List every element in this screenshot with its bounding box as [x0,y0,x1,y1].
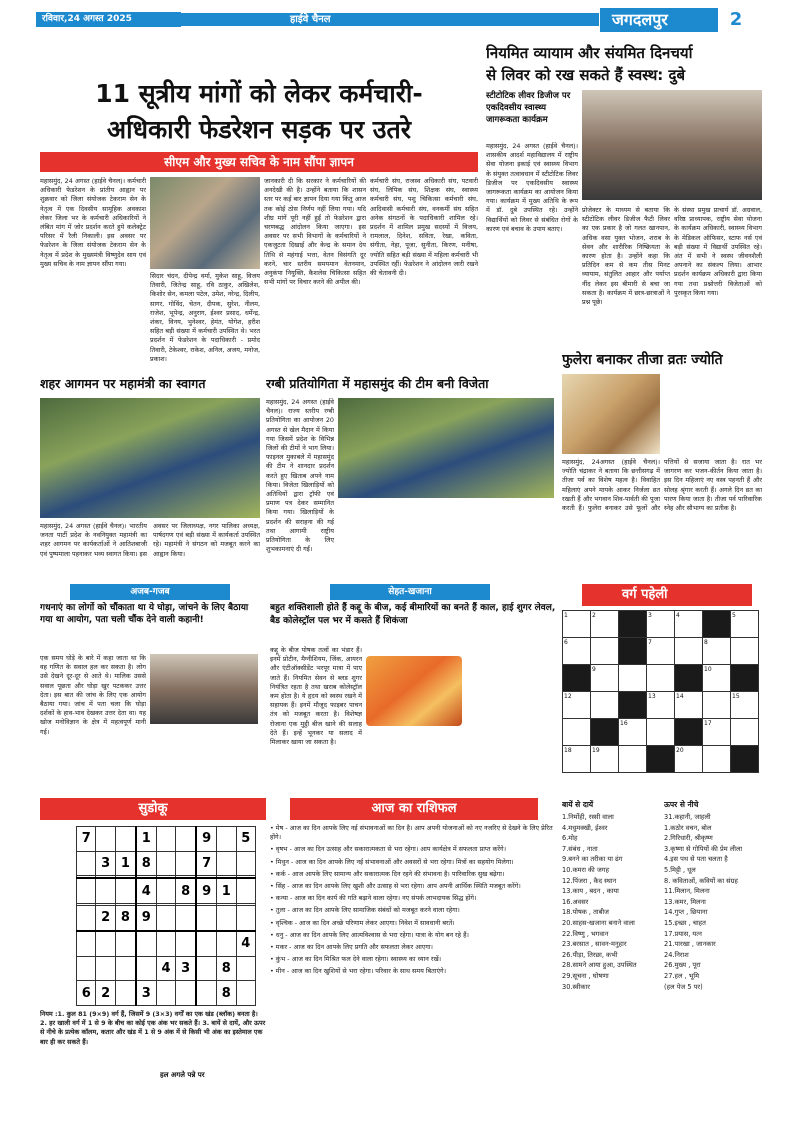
sudoku-cell[interactable] [176,931,196,956]
down-clue: 3.कृष्णा से गोपियों की प्रेम लीला [664,844,743,853]
sudoku-box [40,798,266,1088]
sudoku-cell[interactable] [236,851,256,876]
sports-photo [338,398,554,498]
sudoku-cell[interactable]: 7 [196,851,216,876]
health-col-2: प्रोजेक्टर के माध्यम से बताया कि स्टीटोटिक लीवर डिजीज फैटी लिवर का एक प्रकार है जो गलत खानपान, अधिक वसा युक्त भोजन, शराब के सेवन और शारीरिक निष्क्रियता के कारण होता है। उन्होंने कहा कि प्रतिदिन कम से कम तीस मिनट व्यायाम, संतुलित आहार और पर्याप्त नींद लेकर इस बीमारी से बचा जा सकता है। कार्यक्रम में छात्र-छात्राओं ने प्रश्न पूछे। [582,206,670,307]
sudoku-cell[interactable]: 9 [136,905,156,930]
horoscope-item: • सिंह - आज का दिन आपके लिए खुशी और उत्साह से भरा रहेगा। आप अपनी आर्थिक स्थिति मजबूत करेंगे। [270,882,521,891]
across-clue: 20.साहस-खजाना बनाने वाला [562,918,635,927]
sudoku-cell[interactable] [156,878,175,903]
sudoku-note: हल अगले पन्ने पर [160,1071,205,1079]
horoscope-title: आज का राशिफल [290,798,538,820]
sudoku-title: सुडोकू [40,798,266,820]
sudoku-cell[interactable] [236,981,256,1006]
odd-news [40,584,260,794]
horoscope-box [270,798,558,1088]
teej-photo [562,374,660,454]
health2-headline: बहुत शक्तिशाली होते हैं कद्दू के बीज, कई बीमारियों का बनते हैं काल, हाई शुगर लेवल, बैड कोलेस्ट्रॉल पल भर में कसते हैं शिकंजा [270,603,556,626]
sudoku-cell[interactable] [217,931,236,956]
welcome-story [40,374,260,582]
sudoku-grid[interactable] [76,826,256,1006]
teej-story [562,348,762,580]
sudoku-cell[interactable] [176,827,196,852]
odd-text: एक समय घोड़े के बारे में कहा जाता था कि वह गणित के सवाल हल कर सकता है। लोग उसे देखने दूर-दूर से आते थे। मालिक उससे सवाल पूछता और घोड़ा खुर पटककर उत्तर देता। इस बात की जांच के लिए एक आयोग बैठाया गया। जांच में पता चला कि घोड़ा दर्शकों के हाव-भाव देखकर उत्तर देता था। यह खोज मनोविज्ञान के क्षेत्र में महत्वपूर्ण मानी गई। [40,654,146,736]
odd-label: अजब-गजब [70,584,230,600]
sudoku-cell[interactable]: 1 [136,827,156,852]
sports-story [266,374,554,582]
across-clue: 13.काय , बदन , काया [562,887,619,896]
masthead-brand: हाईवे चैनल [290,14,331,25]
down-clue: 14.गुप्त , छिपाना [664,908,708,917]
horoscope-item: • वृश्चिक - आज का दिन अच्छे परिणाम लेकर आएगा। निवेश में सावधानी बरतें। [270,918,455,927]
health-headline-1: नियमित व्यायाम और संयमित दिनचर्या [486,44,693,62]
down-clue: 13.कमर, मिलना [664,897,706,906]
health-photo [582,90,762,200]
across-clue: 4.मधुमक्खी, ईश्वर [562,823,608,832]
sudoku-cell[interactable] [115,827,135,852]
sudoku-cell[interactable] [156,905,175,930]
sudoku-cell[interactable] [196,981,216,1006]
down-clue: 8. कविताओं, कवियों का संग्रह [664,876,738,885]
masthead-city: जगदलपुर [600,8,718,32]
down-clue: 26.मुख्य , पूरा [664,961,701,970]
down-clue: 11.मिलान, मिलना [664,887,710,896]
health2-photo [366,656,462,726]
health-col-3: के संस्था प्रमुख प्राचार्य डॉ. अग्रवाल, वरिष्ठ प्राध्यापक, राष्ट्रीय सेवा योजना के कार्यक्रम अधिकारी, स्वास्थ्य विभाग के मेडिकल ऑफिसर, स्टाफ नर्स एवं बड़ी संख्या में विद्यार्थी उपस्थित रहे। अंत में सभी ने स्वस्थ जीवनशैली अपनाने का संकल्प लिया। आभार प्रदर्शन कार्यक्रम अधिकारी द्वारा किया गया तथा प्रश्नोत्तरी विजेताओं को पुरस्कृत किया गया। [674,206,762,297]
sudoku-cell[interactable]: 9 [196,827,216,852]
down-clue: 27.हल , भूमि [664,971,700,980]
down-clue: 1.कठोर वचन, बोल [664,823,712,832]
crossword-grid[interactable]: 1 2 3 4 5 6 7 8 9 10 12 13 14 15 16 17 18 19 20 [562,610,759,773]
across-clue: 29.सूचना , घोषणा [562,971,609,980]
down-clue: (हल पेज 5 पर) [664,982,703,991]
sudoku-cell[interactable] [217,905,236,930]
health-headline-2: से लिवर को रख सकते हैं स्वस्थ: दुबे [486,66,686,84]
across-title: बायें से दायें [562,800,594,809]
sudoku-cell[interactable]: 2 [96,905,115,930]
sudoku-cell[interactable] [96,878,115,903]
down-clue: 17.प्रयास, यत्न [664,929,702,938]
sudoku-cell[interactable] [77,878,96,903]
masthead [0,0,800,32]
odd-headline: गधनाएं का लोगों को चौंकाता था ये घोड़ा, जांचने के लिए बैठाया गया था आयोग, पता चली चौंक देने वाली कहानी! [40,603,249,625]
sudoku-cell[interactable] [176,981,196,1006]
horoscope-item: • कन्या - आज का दिन कार्य की गति बढ़ाने वाला रहेगा। नए संपर्क लाभदायक सिद्ध होंगे। [270,894,477,903]
sudoku-cell[interactable] [236,956,256,981]
horoscope-list [270,824,558,1088]
lead-col-1: महासमुंद, 24 अगस्त (हाईवे चैनल)। कर्मचारी अधिकारी फेडरेशन के प्रांतीय आह्वान पर शुक्रवार को जिला संयोजक टेकराम सेन के नेतृत्व में एक दिवसीय सामूहिक अवकाश लेकर जिला भर के कर्मचारी अधिकारियों ने लंबित मांग में जोर प्रदर्शन करते हुये कलेक्ट्रेट परिसर में रैली निकाली। इस अवसर पर फेडरेशन के जिला संयोजक टेकराम सेन के नेतृत्व में प्रदेश के मुख्यमंत्री विष्णुदेव साय एवं मुख्य सचिव के नाम ज्ञापन सौंपा गया। [40,177,146,268]
horoscope-item: • वृषभ - आज का दिन उत्साह और सकारात्मकता से भरा रहेगा। आप कार्यक्षेत्र में सफलता प्राप्त करेंगे। [270,845,507,854]
sudoku-cell[interactable]: 8 [136,851,156,876]
across-clue: 18.पोषक , ताबीज [562,908,609,917]
teej-headline: फुलेरा बनाकर तीजा व्रतः ज्योति [562,352,723,368]
across-clue: 1.निर्मोही, रस्सी वाला [562,813,614,821]
horoscope-item: • धनु - आज का दिन आपके लिए आत्मविश्वास से भरा रहेगा। यात्रा के योग बन रहे हैं। [270,930,469,939]
sudoku-cell[interactable] [77,956,96,981]
health2-text: कद्दू के बीज पोषक तत्वों का भंडार हैं। इनमें प्रोटीन, मैग्नीशियम, जिंक, आयरन और एंटीऑक्सीडेंट भरपूर मात्रा में पाए जाते हैं। नियमित सेवन से ब्लड शुगर नियंत्रित रहता है तथा खराब कोलेस्ट्रॉल कम होता है। ये हृदय को स्वस्थ रखने में सहायक हैं। इनमें मौजूद फाइबर पाचन तंत्र को मजबूत करता है। विशेषज्ञ रोजाना एक मुट्ठी बीज खाने की सलाह देते हैं। इन्हें भूनकर या सलाद में मिलाकर खाया जा सकता है। [270,646,362,747]
sudoku-cell[interactable] [217,851,236,876]
across-clue: 6.मोह [562,834,578,843]
across-clue: 30.स्वीकार [562,982,590,991]
sudoku-cell[interactable]: 9 [196,878,216,903]
down-clue: 21.पारखा , जानकार [664,940,716,949]
sudoku-cell[interactable]: 8 [176,878,196,903]
down-clue: 5.मिट्टी , धूल [664,865,696,874]
sudoku-cell[interactable] [156,931,175,956]
sudoku-cell[interactable]: 3 [176,956,196,981]
lead-headline-1: 11 सूत्रीय मांगों को लेकर कर्मचारी- [95,79,423,108]
sudoku-rules: नियम :1. कुल 81 (9×9) वर्ग हैं, जिसमें 9 (3×3) वर्गों का एक खंड (ब्लॉक) बनता है। 2. हर खाली वर्ग में 1 से 9 के बीच का कोई एक अंक भर सकते हैं। 3. बायें से दायें, और ऊपर से नीचे के प्रत्येक कॉलम, कतार और खंड में 1 से 9 अंक में से किसी भी अंक का इस्तेमाल एक बार ही कर सकते हैं। [40,1010,266,1046]
sudoku-cell[interactable]: 1 [115,851,135,876]
horoscope-item: • तुला - आज का दिन आपके लिए सामाजिक संबंधों को मजबूत करने वाला रहेगा। [270,906,460,915]
sudoku-cell[interactable]: 6 [77,981,96,1006]
sudoku-cell[interactable]: 3 [136,981,156,1006]
sports-text: महासमुंद, 24 अगस्त (हाईवे चैनल)। राज्य स्तरीय रग्बी प्रतियोगिता का आयोजन 20 अगस्त से खेल मैदान में किया गया जिसमें प्रदेश के विभिन्न जिलों की टीमों ने भाग लिया। फाइनल मुकाबले में महासमुंद की टीम ने शानदार प्रदर्शन करते हुए खिताब अपने नाम किया। विजेता खिलाड़ियों को अतिथियों द्वारा ट्रॉफी एवं प्रमाण पत्र देकर सम्मानित किया गया। खिलाड़ियों के प्रदर्शन की सराहना की गई तथा आगामी राष्ट्रीय प्रतियोगिता के लिए शुभकामनाएं दी गईं। [266,398,334,554]
sudoku-cell[interactable] [236,905,256,930]
down-clue: 2.गिरिधारी, श्रीकृष्ण [664,834,713,843]
sudoku-cell[interactable]: 4 [236,931,256,956]
sudoku-cell[interactable] [77,905,96,930]
sudoku-cell[interactable] [217,827,236,852]
health-subhead: स्टीटोटिक लीवर डिजीज पर एकदिवसीय स्वास्थ्य जागरूकता कार्यक्रम [486,91,571,125]
odd-photo [150,654,258,724]
sudoku-cell[interactable]: 4 [136,878,156,903]
sudoku-cell[interactable] [115,878,135,903]
sudoku-cell[interactable]: 5 [236,827,256,852]
sudoku-cell[interactable] [96,827,115,852]
sudoku-cell[interactable] [156,827,175,852]
horoscope-item: • मेष - आज का दिन आपके लिए नई संभावनाओं का दिन है। आप अपनी योजनाओं को नए नजरिए से देखने के लिए प्रेरित होंगे। [270,824,553,842]
welcome-text: महासमुंद, 24 अगस्त (हाईवे चैनल)। भारतीय जनता पार्टी प्रदेश के नवनियुक्त महामंत्री का शहर आगमन पर कार्यकर्ताओं ने आतिशबाजी एवं पुष्पमाला पहनाकर भव्य स्वागत किया। इस अवसर पर जिलाध्यक्ष, नगर पालिका अध्यक्ष, पार्षदगण एवं बड़ी संख्या में कार्यकर्ता उपस्थित रहे। महामंत्री ने संगठन को मजबूत करने का आह्वान किया। [40,522,260,558]
page-number: 2 [729,9,743,30]
down-clues [664,812,762,1088]
sudoku-cell[interactable] [77,931,96,956]
sudoku-cell[interactable] [196,956,216,981]
across-clue: 12.पिंजरा , कैद स्थान [562,876,617,885]
sudoku-cell[interactable]: 1 [217,878,236,903]
horoscope-item: • मीन - आज का दिन खुशियों से भरा रहेगा। परिवार के साथ समय बिताएंगे। [270,967,447,976]
down-clue: 15.इच्छा , चाहत [664,918,706,927]
across-clue: 16.अवसर [562,897,589,906]
sudoku-cell[interactable]: 3 [96,851,115,876]
down-clue: 24.निराश [664,950,689,959]
across-clue: 7.संबंध , नाता [562,844,598,853]
lead-col-3: जानकारी दी कि सरकार ने कर्मचारियों की अनदेखी की है। उन्होंने बताया कि शासन स्तर पर कई बार ज्ञापन दिया गया किंतु आज तक कोई ठोस निर्णय नहीं लिया गया। यदि शीघ्र मांगें पूरी नहीं हुईं तो फेडरेशन द्वारा चरणबद्ध आंदोलन किया जाएगा। इस अवसर पर सभी विभागों के कर्मचारियों ने एकजुटता दिखाई और केन्द्र के समान देय तिथि से महंगाई भत्ता, वेतन विसंगति दूर करने, चार स्तरीय समयमान वेतनमान, अनुकंपा नियुक्ति, कैशलेस चिकित्सा सहित सभी मांगों पर विचार करने की अपील की। [264,177,366,287]
horoscope-item: • मिथुन - आज का दिन आपके लिए नई संभावनाओं और अवसरों से भरा रहेगा। मित्रों का सहयोग मिलेगा। [270,857,514,866]
horoscope-item: • मकर - आज का दिन आपके लिए प्रगति और सफलता लेकर आएगा। [270,943,433,952]
health-story [486,42,762,372]
sudoku-cell[interactable] [77,851,96,876]
horoscope-item: • कुंभ - आज का दिन मिश्रित फल देने वाला रहेगा। स्वास्थ्य का ध्यान रखें। [270,955,442,964]
sudoku-cell[interactable] [136,931,156,956]
lead-col-4: कर्मचारी संघ, राजस्व अधिकारी संघ, पटवारी संघ, लिपिक संघ, शिक्षक संघ, स्वास्थ्य कर्मचारी संघ, पशु चिकित्सा कर्मचारी संघ, आदिवासी कर्मचारी संघ, वनकर्मी संघ सहित अनेक संगठनों के पदाधिकारी शामिल रहे। प्रदर्शन में शामिल प्रमुख सदस्यों में विजय, रामलाल, दिनेश, सविता, रेखा, कविता, संगीता, नेहा, पूजा, सुनीता, किरण, मनीषा, ज्योति सहित बड़ी संख्या में महिला कर्मचारी भी उपस्थित रहीं। फेडरेशन ने आंदोलन जारी रखने की चेतावनी दी। [370,177,478,278]
lead-headline-2: अधिकारी फेडरेशन सड़क पर उतरे [107,115,411,144]
horoscope-item: • कर्क - आज आपके लिए सामान्य और सकारात्मक दिन रहने की संभावना है। पारिवारिक सुख बढ़ेगा। [270,869,505,878]
across-clue: 23.बरसात , सावन-मनुहार [562,940,627,949]
sudoku-cell[interactable] [115,931,135,956]
sudoku-cell[interactable] [196,931,216,956]
across-clue: 22.विष्णु , भगवान [562,929,609,938]
down-title: ऊपर से नीचे [664,800,699,809]
sudoku-cell[interactable]: 8 [115,905,135,930]
sudoku-cell[interactable]: 4 [156,956,175,981]
crossword-clues [562,798,762,1088]
teej-text: महासमुंद, 24अगस्त (हाईवे चैनल)। ज्योति चंद्राकर ने बताया कि छत्तीसगढ़ में तीजा पर्व का विशेष महत्व है। विवाहित महिलाएं अपने मायके आकर निर्जला व्रत रखती हैं और भगवान शिव-पार्वती की पूजा करती हैं। फुलेरा बनाकर उसे फूलों और पत्तियों से सजाया जाता है। रात भर जागरण कर भजन-कीर्तन किया जाता है। इस दिन महिलाएं नए वस्त्र पहनती हैं और सोलह श्रृंगार करती हैं। अगले दिन व्रत का पारण किया जाता है। तीजा पर्व पारिवारिक स्नेह और सौभाग्य का प्रतीक है। [562,458,762,513]
down-clue: 4.इस पथ से पता चलता है [664,855,728,864]
sudoku-cell[interactable]: 7 [77,827,96,852]
sudoku-cell[interactable]: 2 [96,981,115,1006]
sudoku-cell[interactable]: 8 [217,956,236,981]
sudoku-cell[interactable] [115,956,135,981]
sudoku-cell[interactable] [176,851,196,876]
across-clues [562,812,660,1088]
lead-story [40,42,478,372]
sudoku-cell[interactable] [156,981,175,1006]
lead-subhead: सीएम और मुख्य सचिव के नाम सौंपा ज्ञापन [40,152,478,172]
across-clue: 26.पीड़ा, तिरछा, कभी [562,950,618,959]
sudoku-cell[interactable] [136,956,156,981]
masthead-bar [181,13,599,26]
crossword-title: वर्ग पहेली [582,584,752,606]
across-clue: 28.सामने आया हुआ, उपस्थित [562,961,637,970]
lead-col-2: सिदार चंदन, दीपेन्द्र वर्मा, मुकेश साहू, विजय तिवारी, जितेन्द्र साहू, रवि ठाकुर, अखिलेश, किशोर सेन, कमला पटेल, उमेश, नरेन्द्र, दिलीप, सागर, गोविंद, चेतन, दीपक, सुरेश, नीलम, राजेश, भूपेन्द्र, अनुराग, ईश्वर प्रसाद, धर्मेन्द्र, शंकर, विनय, भुनेश्वर, हेमंत, योगेश, हरीश सहित बड़ी संख्या में कर्मचारी उपस्थित थे। भरत प्रदर्शन में फेडरेशन के पदाधिकारी - प्रमोद तिवारी, टेकेश्वर, राकेश, अनिल, अजय, मनोज, प्रकाश। [150,272,260,363]
across-clue: 9.बनने का तरीका या ढंग [562,855,623,864]
health2-story [270,584,558,794]
sudoku-cell[interactable] [156,851,175,876]
crossword-grid-box [562,584,762,794]
health-col-1: महासमुंद, 24 अगस्त (हाईवे चैनल)। शासकीय आदर्श महाविद्यालय में राष्ट्रीय सेवा योजना इकाई एवं स्वास्थ्य विभाग के संयुक्त तत्वावधान में स्टीटोटिक लिवर डिजीज पर एकदिवसीय स्वास्थ्य जागरूकता कार्यक्रम का आयोजन किया गया। कार्यक्रम में मुख्य अतिथि के रूप में डॉ. दुबे उपस्थित रहे। उन्होंने विद्यार्थियों को लिवर से संबंधित रोगों के कारण एवं बचाव के उपाय बताए। [486,142,578,233]
sudoku-cell[interactable] [96,956,115,981]
health2-label: सेहत-खजाना [330,584,490,600]
across-clue: 10.कमरा की जगह [562,865,609,874]
sudoku-cell[interactable]: 8 [217,981,236,1006]
welcome-headline: शहर आगमन पर महामंत्री का स्वागत [40,376,206,391]
welcome-photo [40,398,260,518]
sudoku-cell[interactable] [176,905,196,930]
sudoku-cell[interactable] [196,905,216,930]
sudoku-cell[interactable] [236,878,256,903]
masthead-date: रविवार,24 अगस्त 2025 [36,12,181,27]
sports-headline: रग्बी प्रतियोगिता में महासमुंद की टीम बनी विजेता [266,376,489,391]
sudoku-cell[interactable] [96,931,115,956]
sudoku-cell[interactable] [115,981,135,1006]
lead-photo [150,177,260,269]
down-clue: 31.कहानी, जाहली [664,813,711,821]
